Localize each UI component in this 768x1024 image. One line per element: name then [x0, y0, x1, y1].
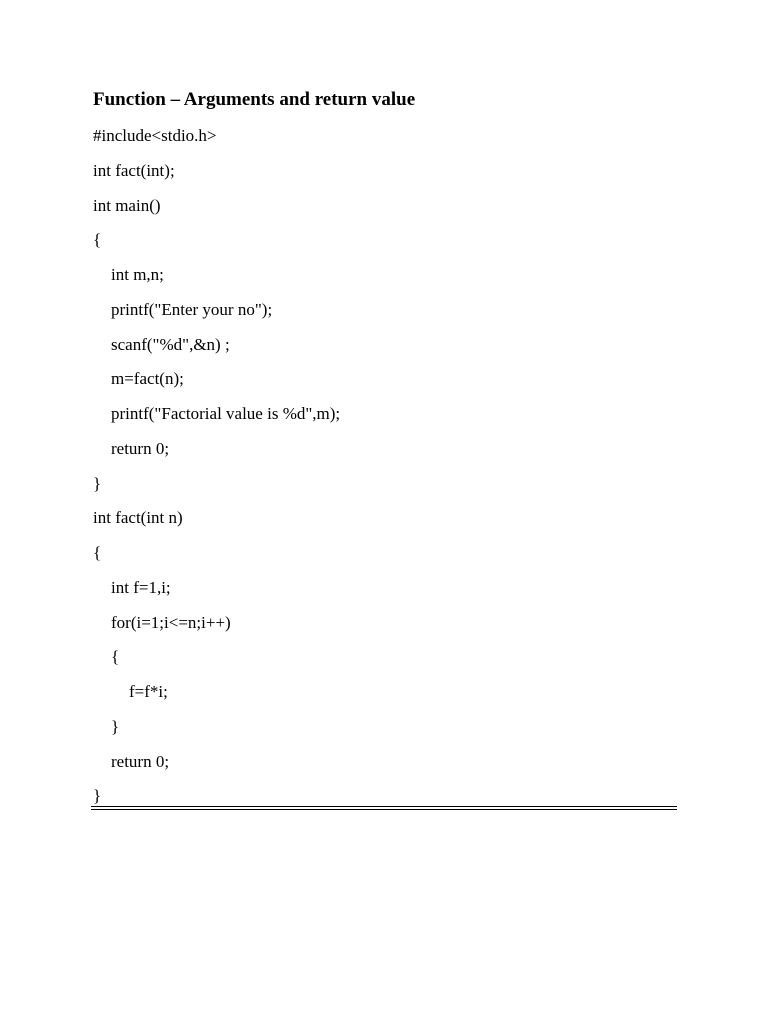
code-line: return 0;: [111, 751, 170, 771]
code-line: int fact(int);: [93, 160, 175, 180]
code-line: printf("Enter your no");: [111, 299, 273, 319]
code-line: }: [93, 786, 102, 806]
code-line: printf("Factorial value is %d",m);: [111, 404, 341, 423]
code-line: {: [93, 543, 102, 562]
code-line: #include<stdio.h>: [93, 126, 217, 145]
bottom-rule-bottom: [91, 809, 677, 810]
code-line: int fact(int n): [93, 508, 183, 528]
code-line: scanf("%d",&n) ;: [111, 334, 230, 354]
code-line: int main(): [93, 195, 161, 215]
code-block: [93, 124, 340, 819]
code-line: }: [93, 473, 102, 493]
document-title: Function – Arguments and return value: [93, 89, 416, 110]
code-line: for(i=1;i<=n;i++): [111, 612, 231, 632]
code-line: int f=1,i;: [111, 577, 171, 597]
code-line: {: [93, 230, 102, 250]
bottom-rule-top: [91, 806, 677, 807]
code-line: }: [111, 716, 120, 736]
code-line: {: [111, 647, 120, 667]
code-line: int m,n;: [111, 265, 164, 284]
code-line: return 0;: [111, 438, 170, 458]
code-line: f=f*i;: [129, 682, 168, 701]
code-line: m=fact(n);: [111, 369, 184, 389]
